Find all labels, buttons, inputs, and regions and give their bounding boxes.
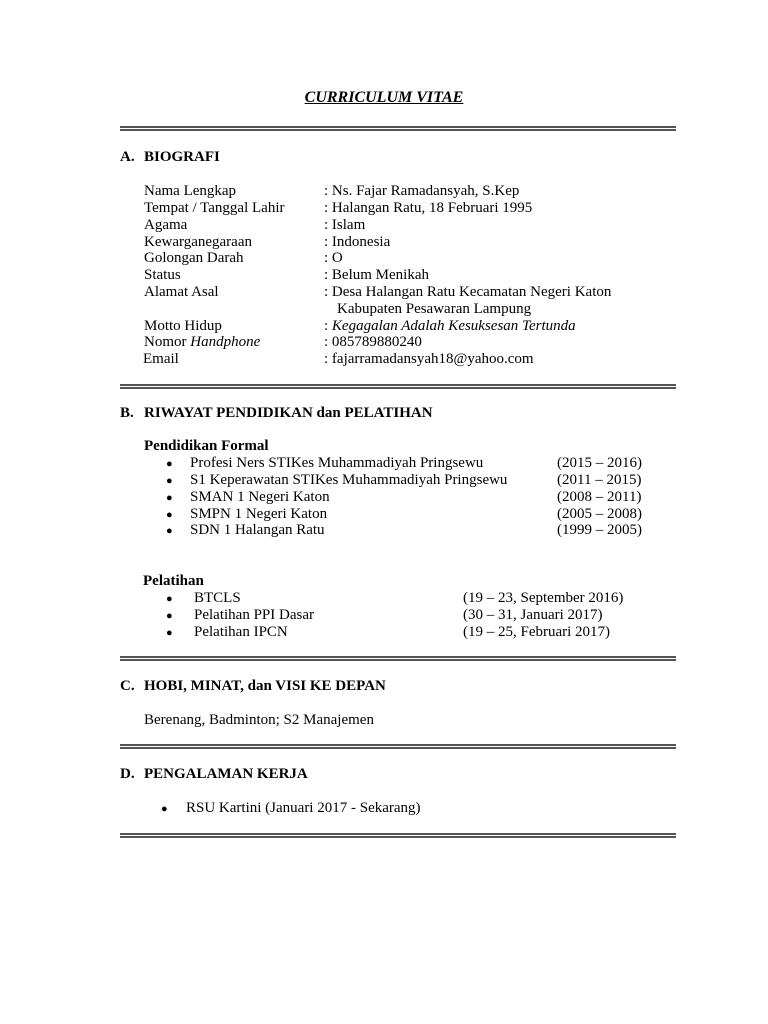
pelatihan-date: (19 – 23, September 2016) <box>463 590 624 606</box>
status-label: Status <box>144 267 181 283</box>
email-label: Email <box>143 351 179 367</box>
section-title: BIOGRAFI <box>144 149 220 165</box>
section-b-heading <box>120 405 433 422</box>
pelatihan-item: Pelatihan IPCN <box>194 624 288 640</box>
section-title: RIWAYAT PENDIDIKAN dan PELATIHAN <box>144 405 433 421</box>
pelatihan-date: (19 – 25, Februari 2017) <box>463 624 611 640</box>
pendidikan-years: (1999 – 2005) <box>557 522 642 538</box>
section-d-heading <box>120 766 308 783</box>
pendidikan-heading: Pendidikan Formal <box>144 438 269 454</box>
pelatihan-date: (30 – 31, Januari 2017) <box>463 607 603 623</box>
agama-value: : Islam <box>324 217 366 233</box>
motto-colon: : <box>324 318 332 334</box>
kewarganegaraan-label: Kewarganegaraan <box>144 234 252 250</box>
alamat-value-line2: Kabupaten Pesawaran Lampung <box>337 301 532 317</box>
bullet-icon: ● <box>166 509 173 521</box>
pendidikan-years: (2011 – 2015) <box>557 472 642 488</box>
golongan-darah-value: : O <box>324 250 343 266</box>
handphone-value: : 085789880240 <box>324 334 422 350</box>
section-title: PENGALAMAN KERJA <box>144 766 308 782</box>
pendidikan-years: (2015 – 2016) <box>557 455 642 471</box>
kewarganegaraan-value: : Indonesia <box>324 234 391 250</box>
section-c-heading <box>120 678 386 695</box>
section-divider <box>120 384 676 389</box>
page-title: CURRICULUM VITAE <box>304 89 464 106</box>
bullet-icon: ● <box>166 458 173 470</box>
agama-label: Agama <box>144 217 188 233</box>
nama-value: : Ns. Fajar Ramadansyah, S.Kep <box>324 183 520 199</box>
email-value: : fajarramadansyah18@yahoo.com <box>324 351 534 367</box>
pendidikan-item: S1 Keperawatan STIKes Muhammadiyah Pringsewu <box>190 472 508 488</box>
handphone-label-italic: Handphone <box>190 334 261 350</box>
section-a-heading <box>120 149 220 166</box>
pendidikan-years: (2005 – 2008) <box>557 506 642 522</box>
pelatihan-item: Pelatihan PPI Dasar <box>194 607 314 623</box>
motto-text: Kegagalan Adalah Kesuksesan Tertunda <box>331 318 576 334</box>
handphone-label <box>144 334 260 351</box>
ttl-value: : Halangan Ratu, 18 Februari 1995 <box>324 200 533 216</box>
section-title: HOBI, MINAT, dan VISI KE DEPAN <box>144 678 386 694</box>
pendidikan-item: SMAN 1 Negeri Katon <box>190 489 330 505</box>
section-number: B. <box>120 405 134 421</box>
bullet-icon: ● <box>161 803 168 815</box>
hobi-text: Berenang, Badminton; S2 Manajemen <box>144 712 374 728</box>
section-divider <box>120 656 676 661</box>
section-number: D. <box>120 766 135 782</box>
motto-value <box>324 318 576 335</box>
kerja-item: RSU Kartini (Januari 2017 - Sekarang) <box>186 800 421 816</box>
section-divider <box>120 126 676 131</box>
section-number: C. <box>120 678 135 694</box>
pendidikan-item: SDN 1 Halangan Ratu <box>190 522 325 538</box>
ttl-label: Tempat / Tanggal Lahir <box>144 200 285 216</box>
bullet-icon: ● <box>166 627 173 639</box>
bullet-icon: ● <box>166 593 173 605</box>
handphone-label-prefix: Nomor <box>144 334 191 350</box>
section-divider <box>120 744 676 749</box>
pelatihan-item: BTCLS <box>194 590 241 606</box>
nama-label: Nama Lengkap <box>144 183 237 199</box>
bullet-icon: ● <box>166 492 173 504</box>
alamat-label: Alamat Asal <box>144 284 219 300</box>
pelatihan-heading: Pelatihan <box>143 573 204 589</box>
golongan-darah-label: Golongan Darah <box>144 250 244 266</box>
bullet-icon: ● <box>166 475 173 487</box>
pendidikan-item: SMPN 1 Negeri Katon <box>190 506 328 522</box>
status-value: : Belum Menikah <box>324 267 429 283</box>
section-number: A. <box>120 149 135 165</box>
pendidikan-item: Profesi Ners STIKes Muhammadiyah Pringsewu <box>190 455 484 471</box>
bullet-icon: ● <box>166 610 173 622</box>
bullet-icon: ● <box>166 525 173 537</box>
alamat-value-line1: : Desa Halangan Ratu Kecamatan Negeri Katon <box>324 284 612 300</box>
motto-label: Motto Hidup <box>144 318 222 334</box>
pendidikan-years: (2008 – 2011) <box>557 489 642 505</box>
section-divider <box>120 833 676 838</box>
